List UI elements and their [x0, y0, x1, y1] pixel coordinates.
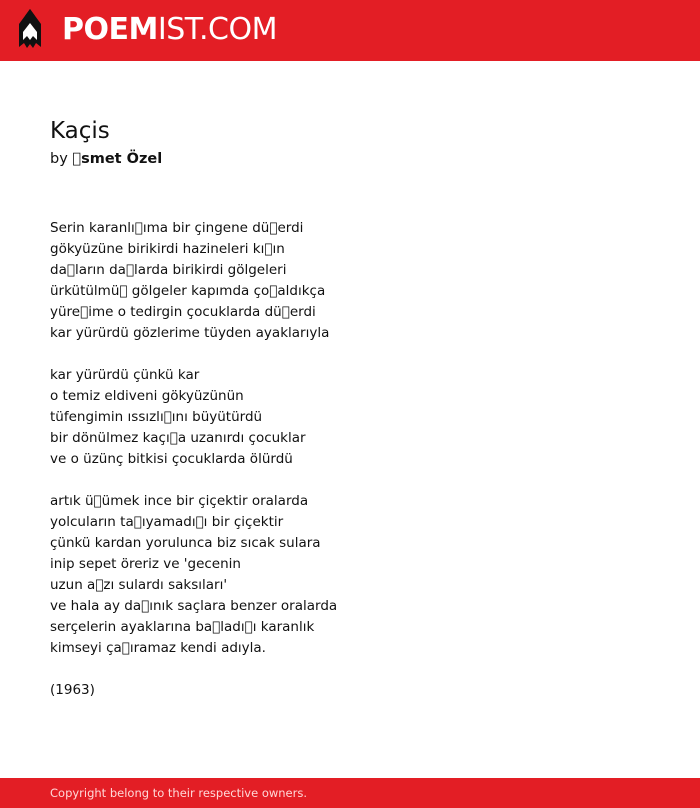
by-label: by [50, 151, 68, 167]
site-footer [0, 778, 700, 808]
site-header [0, 0, 700, 61]
logo-bold-text: POEM [62, 12, 158, 47]
poem-byline [50, 148, 162, 170]
logo-light-text: IST.COM [157, 12, 277, 47]
site-logo[interactable] [62, 12, 277, 48]
author-name:  smet Özel [72, 151, 163, 167]
pencil-icon[interactable] [17, 9, 43, 51]
poem-title: Kaçis [50, 118, 110, 144]
copyright-text: Copyright belong to their respective owners. [50, 786, 308, 800]
poem-text: Serin karanlı ıma bir çingene dü erdi gökyüzüne birikirdi hazineleri kı ın da ların da larda birikirdi gölgeleri ürkütülmü  gölgeler kapımda ço aldıkça yüre ime o tedirgin çocuklarda dü erdi kar yürürdü gözlerime tüyden ayaklarıyla kar yürürdü çünkü kar o temiz eldiveni gökyüzünün tüfengimin ıssızlı ını büyütürdü bir dönülmez kaçı a uzanırdı çocuklar ve o üzünç bitkisi çocuklarda ölürdü artık ü ümek ince bir çiçektir oralarda yolcuların ta ıyamadı ı bir çiçektir çünkü kardan yorulunca biz sıcak sulara inip sepet öreriz ve 'gecenin uzun a zı sulardı saksıları' ve hala ay da ınık saçlara benzer oralarda serçelerin ayaklarına ba ladı ı karanlık kimseyi ça ıramaz kendi adıyla. (1963) [50, 220, 338, 698]
